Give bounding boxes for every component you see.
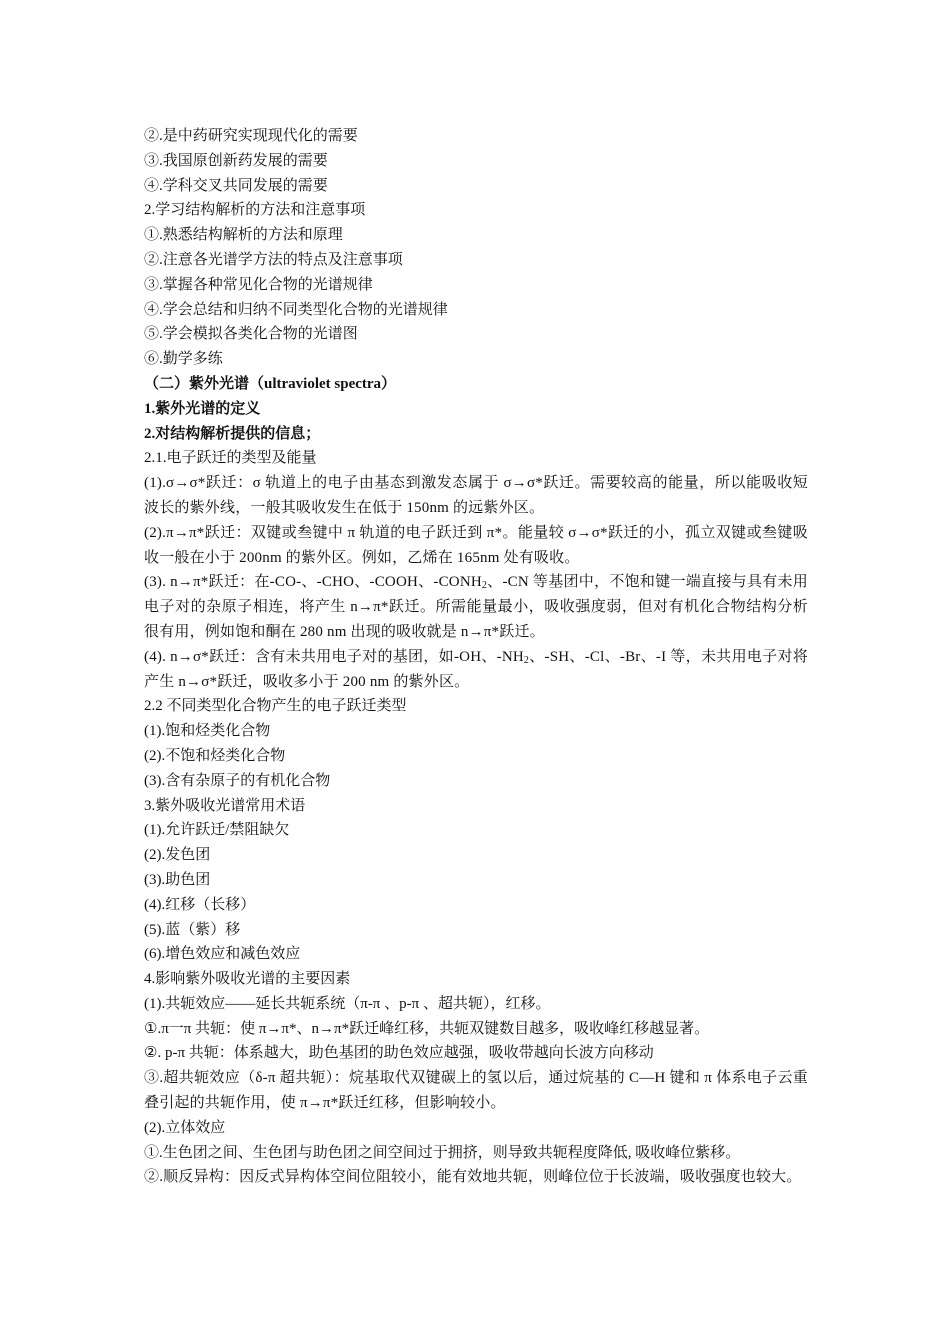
text-line: (2).立体效应 [144, 1119, 226, 1136]
subsection-heading: 2.对结构解析提供的信息； [144, 425, 321, 442]
text-line: ⑥.勤学多练 [144, 351, 223, 368]
paragraph-hyperconjugation: ③.超共轭效应（δ-π 超共轭）：烷基取代双键碳上的氢以后，通过烷基的 C—H 键和 π 体系电子云重叠引起的共轭作用，使 π→π*跃迁红移，但影响较小。 [144, 1070, 808, 1112]
text-line: ②.注意各光谱学方法的特点及注意事项 [144, 251, 403, 268]
text-line: ③.掌握各种常见化合物的光谱规律 [144, 276, 373, 293]
text-line: (3).助色团 [144, 871, 211, 888]
paragraph-n-sigma-transition: (4). n→σ*跃迁：含有未共用电子对的基团，如-OH、$-NH_2$、-SH、-Cl、-Br、-I 等，未共用电子对将产生 n→σ*跃迁，吸收多小于 200 nm 的紫外区。 [144, 648, 808, 690]
text-line: ①.π一π 共轭：使 π→π*、n→π*跃迁峰红移，共轭双键数目越多，吸收峰红移越显著。 [144, 1020, 710, 1037]
text-line: (2).不饱和烃类化合物 [144, 747, 286, 764]
text-line: ④.学会总结和归纳不同类型化合物的光谱规律 [144, 301, 448, 318]
text-line: (1).饱和烃类化合物 [144, 723, 271, 740]
text-line: ②. p-π 共轭：体系越大，助色基团的助色效应越强，吸收带越向长波方向移动 [144, 1045, 654, 1062]
text-line: 4.影响紫外吸收光谱的主要因素 [144, 971, 351, 988]
text-line: (3).含有杂原子的有机化合物 [144, 772, 331, 789]
text-line: ①.生色团之间、生色团与助色团之间空间过于拥挤，则导致共轭程度降低, 吸收峰位紫移。 [144, 1144, 741, 1161]
paragraph-cis-trans: ②.顺反异构：因反式异构体空间位阻较小，能有效地共轭，则峰位位于长波端，吸收强度也较大。 [144, 1169, 802, 1186]
document-page [144, 124, 808, 1190]
text-line: 2.2 不同类型化合物产生的电子跃迁类型 [144, 698, 407, 715]
text-line: (2).发色团 [144, 847, 211, 864]
text-line: 3.紫外吸收光谱常用术语 [144, 797, 306, 814]
text-line: (1).允许跃迁/禁阻缺欠 [144, 822, 290, 839]
text-line: 2.学习结构解析的方法和注意事项 [144, 202, 366, 219]
text-line: 2.1.电子跃迁的类型及能量 [144, 450, 317, 467]
subsection-heading: 1.紫外光谱的定义 [144, 400, 261, 417]
text-line: ①.熟悉结构解析的方法和原理 [144, 227, 343, 244]
text-line: ⑤.学会模拟各类化合物的光谱图 [144, 326, 358, 343]
text-line: ②.是中药研究实现现代化的需要 [144, 128, 358, 144]
paragraph-pi-transition: (2).π→π*跃迁：双键或叁键中 π 轨道的电子跃迁到 π*。能量较 σ→σ*跃迁的小，孤立双键或叁键吸收一般在小于 200nm 的紫外区。例如，乙烯在 165nm 处有吸收。 [144, 524, 808, 566]
text-line: ④.学科交叉共同发展的需要 [144, 177, 328, 194]
text-line: (4).红移（长移） [144, 896, 256, 913]
text-line: (1).共轭效应——延长共轭系统（π-π 、p-π 、超共轭），红移。 [144, 995, 551, 1012]
section-heading: （二）紫外光谱（ultraviolet spectra） [144, 375, 397, 392]
paragraph-n-pi-transition: (3). n→π*跃迁：在-CO-、-CHO、-COOH、$-CONH_2$、-CN 等基团中，不饱和键一端直接与具有未用电子对的杂原子相连，将产生 n→π*跃迁。所需能量最小，吸收强度弱，但对有机化合物结构分析很有用，例如饱和酮在 280 nm 出现的吸收就是 n→π*跃迁。 [144, 574, 808, 640]
text-line: (6).增色效应和减色效应 [144, 946, 301, 963]
text-line: (5).蓝（紫）移 [144, 921, 241, 938]
text-line: ③.我国原创新药发展的需要 [144, 152, 328, 169]
paragraph-sigma-transition: (1).σ→σ*跃迁：σ 轨道上的电子由基态到激发态属于 σ→σ*跃迁。需要较高的能量，所以能吸收短波长的紫外线，一般其吸收发生在低于 150nm 的远紫外区。 [144, 475, 808, 516]
